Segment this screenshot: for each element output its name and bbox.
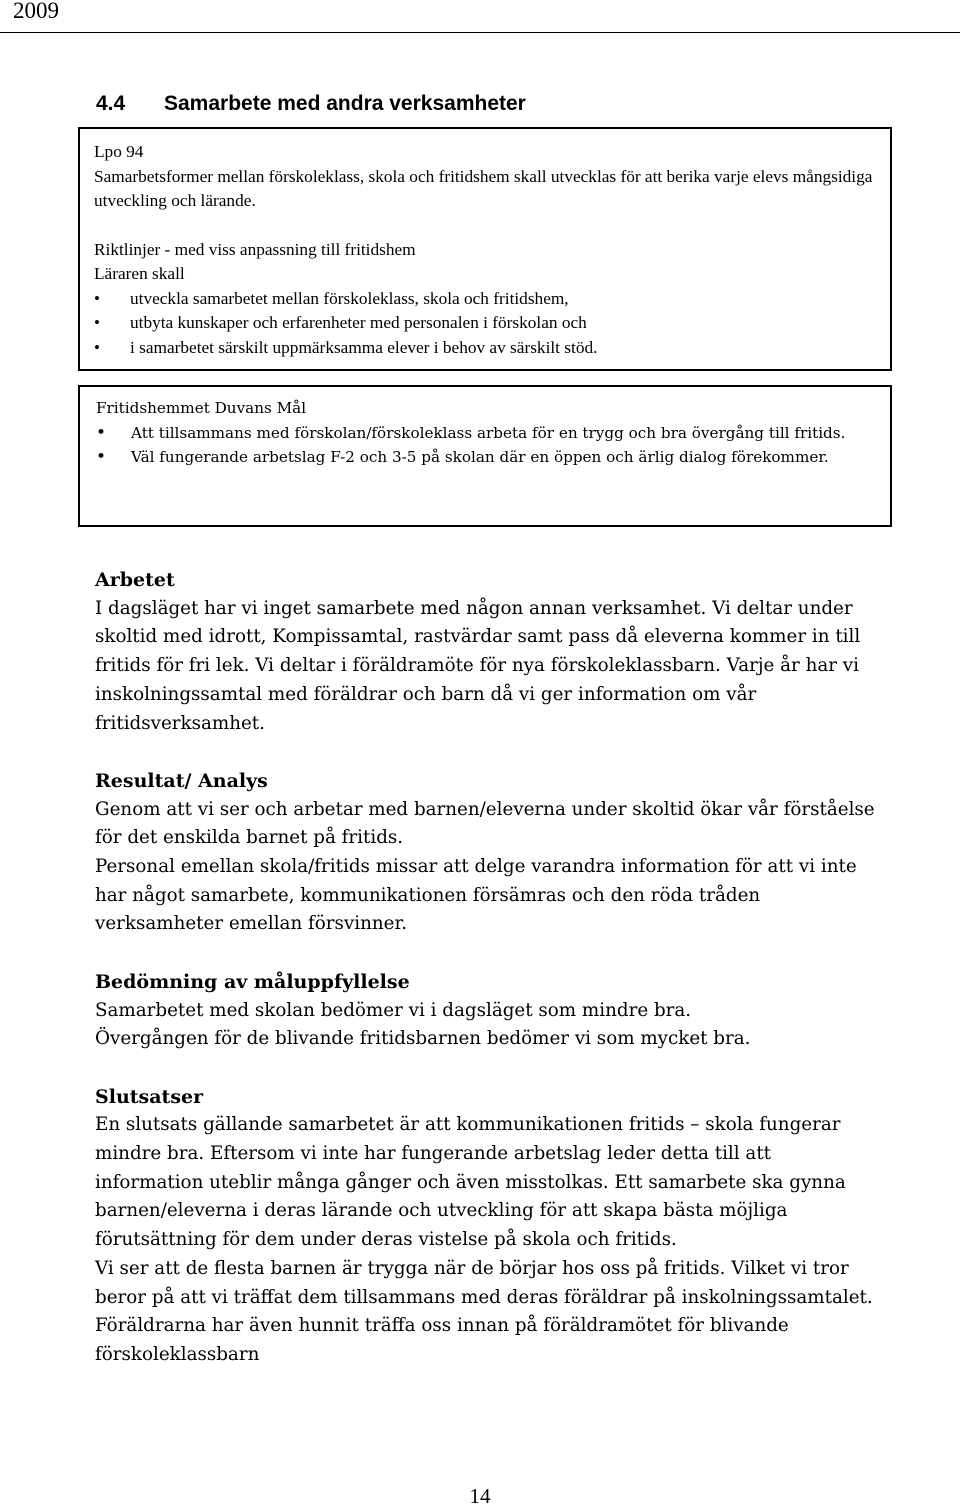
goals-box: [78, 385, 892, 527]
section-slutsatser: [95, 1083, 875, 1370]
paragraph: En slutsats gällande samarbetet är att kommunikationen fritids – skola fungerar mindre bra. Eftersom vi inte har fungerande arbetslag leder detta till att information uteblir många gånger och även misstolkas. Ett samarbete ska gynna barnen/eleverna i deras lärande och utveckling för att skapa bästa möjliga förutsättning för dem under deras vistelse på skola och fritids.: [95, 1114, 846, 1251]
spacer: [94, 214, 878, 238]
list-item: • i samarbetet särskilt uppmärksamma elever i behov av särskilt stöd.: [94, 336, 878, 361]
teacher-label: Läraren skall: [94, 264, 185, 283]
lpo-label: Lpo 94: [94, 142, 144, 161]
section-heading-slutsatser: Slutsatser: [95, 1085, 204, 1108]
paragraph: Genom att vi ser och arbetar med barnen/eleverna under skoltid ökar vår förståelse för det enskilda barnet på fritids.: [95, 798, 875, 849]
list-item: • utveckla samarbetet mellan förskoleklass, skola och fritidshem,: [94, 287, 878, 312]
section-arbetet: [95, 566, 875, 738]
header-year: 2009: [13, 0, 59, 23]
section-heading-resultat: Resultat/ Analys: [95, 769, 268, 792]
paragraph: Övergången för de blivande fritidsbarnen bedömer vi som mycket bra.: [95, 1028, 751, 1050]
header-rule: [0, 32, 960, 33]
paragraph: Personal emellan skola/fritids missar att delge varandra information för att vi inte har något samarbete, kommunikationen försämras och den röda tråden verksamheter emellan försvinner.: [95, 856, 857, 935]
teacher-bullet-list: [94, 287, 878, 361]
section-number: 4.4: [96, 92, 126, 115]
goals-title: Fritidshemmet Duvans Mål: [96, 399, 307, 417]
main-content: [95, 566, 875, 1398]
guidelines-label: Riktlinjer - med viss anpassning till fritidshem: [94, 239, 416, 259]
page-number: 14: [469, 1484, 491, 1508]
paragraph: Samarbetet med skolan bedömer vi i dagsläget som mindre bra.: [95, 999, 692, 1021]
section-bedomning: [95, 968, 875, 1054]
section-title: Samarbete med andra verksamheter: [164, 92, 526, 115]
section-heading: [96, 92, 526, 116]
list-item: • Väl fungerande arbetslag F-2 och 3-5 på skolan där en öppen och ärlig dialog förekommer.: [96, 445, 878, 470]
paragraph: Vi ser att de flesta barnen är trygga när de börjar hos oss på fritids. Vilket vi tror beror på att vi träffat dem tillsammans med deras föräldrar på inskolningssamtalet. Föräldrarna har även hunnit träffa oss innan på föräldramötet för blivande förskoleklassbarn: [95, 1257, 873, 1365]
list-item: • Att tillsammans med förskolan/förskoleklass arbeta för en trygg och bra övergång till fritids.: [96, 421, 878, 446]
curriculum-box: [78, 127, 892, 371]
paragraph: I dagsläget har vi inget samarbete med någon annan verksamhet. Vi deltar under skoltid med idrott, Kompissamtal, rastvärdar samt pass då eleverna kommer in till fritids för fri lek. Vi deltar i föräldramöte för nya förskoleklassbarn. Varje år har vi inskolningssamtal med föräldrar och barn då vi ger information om vår fritidsverksamhet.: [95, 597, 861, 734]
lpo-text: Samarbetsformer mellan förskoleklass, skola och fritidshem skall utvecklas för att berika varje elevs mångsidiga utveckling och lärande.: [94, 166, 873, 210]
section-resultat-analys: [95, 767, 875, 939]
section-heading-arbetet: Arbetet: [95, 569, 175, 591]
goals-bullet-list: [96, 421, 878, 470]
list-item: • utbyta kunskaper och erfarenheter med personalen i förskolan och: [94, 311, 878, 336]
section-heading-bedomning: Bedömning av måluppfyllelse: [95, 970, 410, 993]
